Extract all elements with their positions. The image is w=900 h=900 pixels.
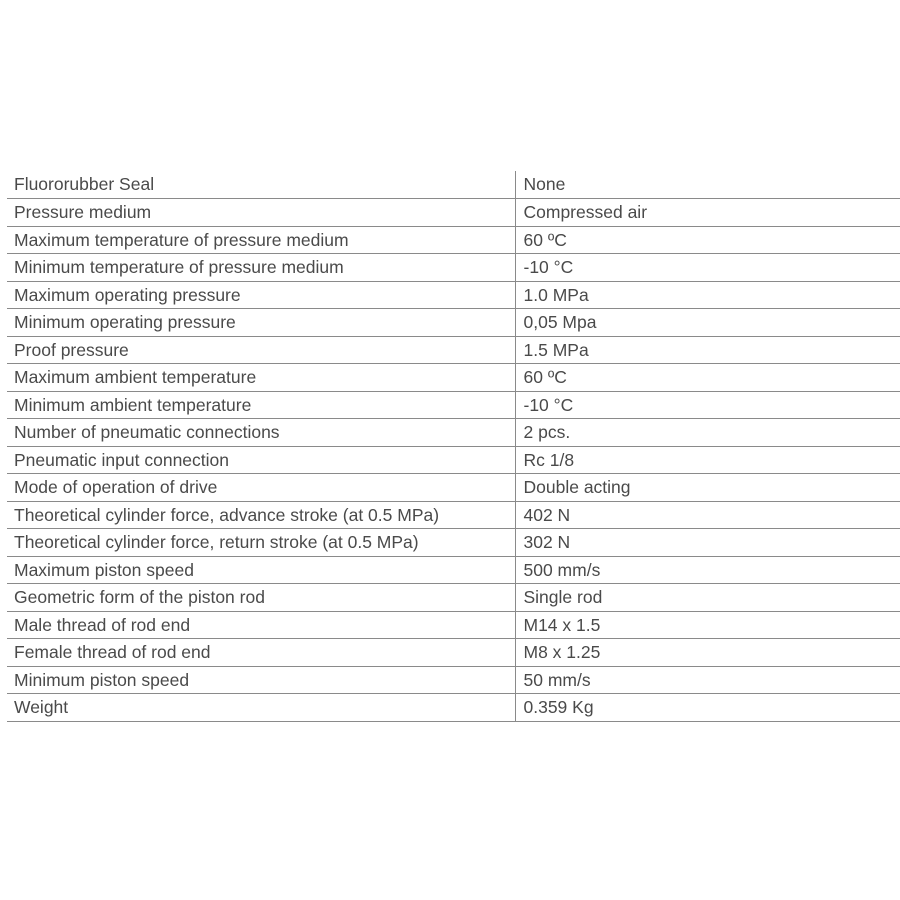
spec-name-cell: Maximum ambient temperature	[7, 364, 515, 392]
spec-value-cell: 60 ºC	[515, 364, 900, 392]
spec-value-cell: 302 N	[515, 529, 900, 557]
spec-name-cell: Fluororubber Seal	[7, 171, 515, 199]
spec-value-cell: 2 pcs.	[515, 419, 900, 447]
spec-value-cell: -10 °C	[515, 391, 900, 419]
spec-name-cell: Number of pneumatic connections	[7, 419, 515, 447]
spec-name-cell: Minimum temperature of pressure medium	[7, 254, 515, 282]
spec-row	[7, 529, 900, 557]
spec-value-cell: Rc 1/8	[515, 446, 900, 474]
spec-row	[7, 694, 900, 722]
spec-value-cell: Double acting	[515, 474, 900, 502]
spec-name-cell: Maximum operating pressure	[7, 281, 515, 309]
spec-name-cell: Geometric form of the piston rod	[7, 584, 515, 612]
spec-name-cell: Maximum piston speed	[7, 556, 515, 584]
spec-row	[7, 446, 900, 474]
spec-value-cell: Single rod	[515, 584, 900, 612]
spec-name-cell: Mode of operation of drive	[7, 474, 515, 502]
spec-value-cell: Compressed air	[515, 199, 900, 227]
spec-value-cell: M14 x 1.5	[515, 611, 900, 639]
spec-value-cell: -10 °C	[515, 254, 900, 282]
spec-row	[7, 226, 900, 254]
spec-row	[7, 584, 900, 612]
specifications-table-body	[7, 171, 900, 721]
spec-name-cell: Minimum piston speed	[7, 666, 515, 694]
spec-row	[7, 419, 900, 447]
spec-value-cell: 50 mm/s	[515, 666, 900, 694]
spec-row	[7, 336, 900, 364]
spec-row	[7, 309, 900, 337]
spec-value-cell: 500 mm/s	[515, 556, 900, 584]
spec-name-cell: Proof pressure	[7, 336, 515, 364]
spec-name-cell: Minimum ambient temperature	[7, 391, 515, 419]
spec-row	[7, 474, 900, 502]
spec-value-cell: 402 N	[515, 501, 900, 529]
spec-value-cell: 1.5 MPa	[515, 336, 900, 364]
spec-name-cell: Theoretical cylinder force, return stroke (at 0.5 MPa)	[7, 529, 515, 557]
spec-row	[7, 391, 900, 419]
spec-value-cell: 1.0 MPa	[515, 281, 900, 309]
spec-row	[7, 281, 900, 309]
spec-name-cell: Maximum temperature of pressure medium	[7, 226, 515, 254]
spec-row	[7, 254, 900, 282]
spec-row	[7, 171, 900, 199]
spec-value-cell: None	[515, 171, 900, 199]
spec-name-cell: Female thread of rod end	[7, 639, 515, 667]
spec-row	[7, 556, 900, 584]
spec-value-cell: M8 x 1.25	[515, 639, 900, 667]
specifications-table	[7, 171, 900, 722]
spec-row	[7, 666, 900, 694]
spec-row	[7, 199, 900, 227]
spec-value-cell: 0.359 Kg	[515, 694, 900, 722]
spec-name-cell: Pneumatic input connection	[7, 446, 515, 474]
spec-value-cell: 0,05 Mpa	[515, 309, 900, 337]
spec-row	[7, 364, 900, 392]
spec-name-cell: Minimum operating pressure	[7, 309, 515, 337]
spec-value-cell: 60 ºC	[515, 226, 900, 254]
spec-name-cell: Theoretical cylinder force, advance stroke (at 0.5 MPa)	[7, 501, 515, 529]
spec-name-cell: Weight	[7, 694, 515, 722]
spec-row	[7, 639, 900, 667]
spec-name-cell: Pressure medium	[7, 199, 515, 227]
spec-row	[7, 501, 900, 529]
spec-name-cell: Male thread of rod end	[7, 611, 515, 639]
spec-row	[7, 611, 900, 639]
